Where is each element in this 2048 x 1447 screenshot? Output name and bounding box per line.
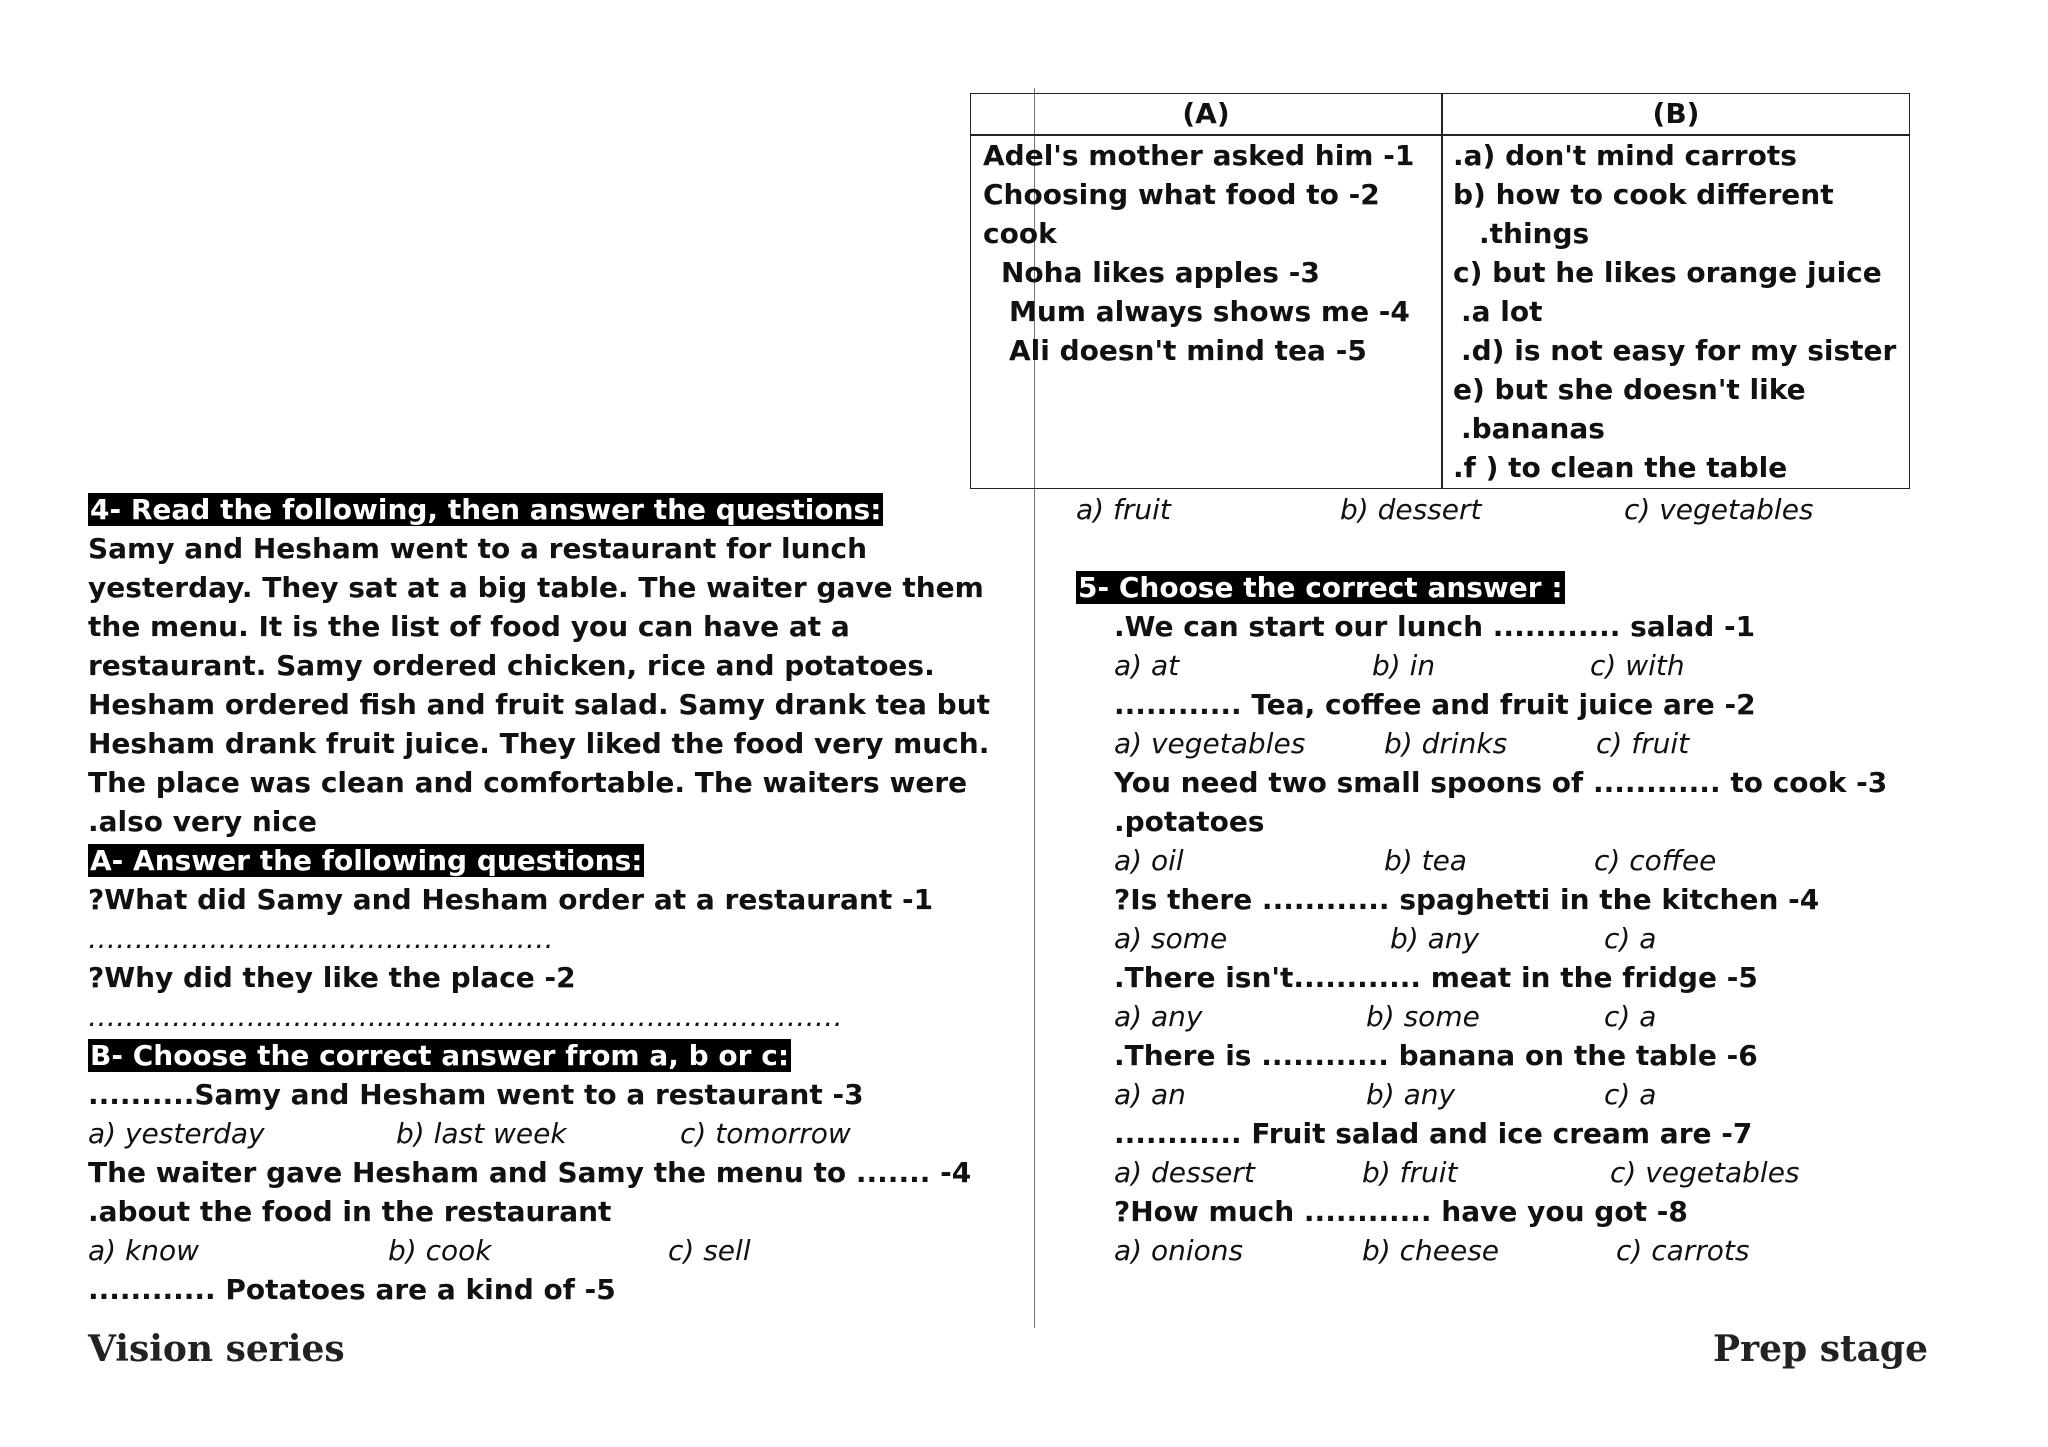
- footer-stage: Prep stage: [1713, 1328, 1928, 1370]
- answer-dots-1: …………………..………………………: [88, 922, 554, 955]
- column-a-header: (A): [1182, 97, 1230, 130]
- question-b5: ............ Potatoes are a kind of -5: [88, 1273, 616, 1306]
- col-b-item-d: .d) is not easy for my sister: [1461, 334, 1897, 367]
- question-b3: ..........Samy and Hesham went to a restaurant -3: [88, 1078, 864, 1111]
- section5-title: 5- Choose the correct answer :: [1078, 571, 1563, 604]
- question-a1: ?What did Samy and Hesham order at a restaurant -1: [88, 883, 934, 916]
- s5-q8-option-a: a) onions: [1114, 1234, 1244, 1267]
- column-rule: [1441, 94, 1443, 488]
- s5-question-4: ?Is there ............ spaghetti in the kitchen -4: [1114, 883, 1820, 916]
- q4-option-a: a) know: [88, 1234, 199, 1267]
- s5-question-3: You need two small spoons of ............ to cook -3: [1114, 766, 1888, 799]
- col-b-item-e: e) but she doesn't like: [1453, 373, 1806, 406]
- footer-series: Vision series: [88, 1328, 345, 1370]
- s5-q1-option-a: a) at: [1114, 649, 1180, 682]
- passage-line-4: restaurant. Samy ordered chicken, rice and potatoes.: [88, 649, 935, 682]
- passage-line-1: Samy and Hesham went to a restaurant for lunch: [88, 532, 868, 565]
- s5-q6-option-b: b) any: [1366, 1078, 1456, 1111]
- q3-option-c: c) tomorrow: [680, 1117, 851, 1150]
- answer-dots-2: …………………………...…………………………………………: [88, 1000, 843, 1033]
- passage-line-8: .also very nice: [88, 805, 317, 838]
- s5-q3-option-c: c) coffee: [1594, 844, 1717, 877]
- q3-option-b: b) last week: [396, 1117, 567, 1150]
- matching-table: [970, 93, 1910, 489]
- question-b4: The waiter gave Hesham and Samy the menu to ....... -4: [88, 1156, 972, 1189]
- q3-option-a: a) yesterday: [88, 1117, 265, 1150]
- col-a-item-1: Adel's mother asked him -1: [983, 139, 1415, 172]
- s5-question-7: ............ Fruit salad and ice cream are -7: [1114, 1117, 1753, 1150]
- passage-line-5: Hesham ordered fish and fruit salad. Samy drank tea but: [88, 688, 991, 721]
- s5-q3-option-b: b) tea: [1384, 844, 1467, 877]
- s5-q2-option-b: b) drinks: [1384, 727, 1508, 760]
- s5-q4-option-b: b) any: [1390, 922, 1480, 955]
- s5-q8-option-b: b) cheese: [1362, 1234, 1500, 1267]
- s5-q5-option-a: a) any: [1114, 1000, 1203, 1033]
- col-a-item-5: Ali doesn't mind tea -5: [1009, 334, 1367, 367]
- col-b-item-c-cont: .a lot: [1461, 295, 1543, 328]
- s5-q4-option-c: c) a: [1604, 922, 1657, 955]
- col-a-item-4: Mum always shows me -4: [1009, 295, 1410, 328]
- q5-option-a: a) fruit: [1076, 493, 1171, 526]
- col-b-item-b-cont: .things: [1479, 217, 1590, 250]
- s5-question-5: .There isn't............ meat in the fridge -5: [1114, 961, 1758, 994]
- col-b-item-f: .f ) to clean the table: [1453, 451, 1788, 484]
- col-b-item-e-cont: .bananas: [1461, 412, 1605, 445]
- passage-line-3: the menu. It is the list of food you can have at a: [88, 610, 850, 643]
- s5-q5-option-c: c) a: [1604, 1000, 1657, 1033]
- s5-q5-option-b: b) some: [1366, 1000, 1480, 1033]
- col-a-item-3: Noha likes apples -3: [1001, 256, 1320, 289]
- part-b-title: B- Choose the correct answer from a, b or c:: [90, 1039, 790, 1072]
- passage-line-7: The place was clean and comfortable. The waiters were: [88, 766, 968, 799]
- q5-option-b: b) dessert: [1340, 493, 1482, 526]
- passage-line-6: Hesham drank fruit juice. They liked the food very much.: [88, 727, 990, 760]
- q5-option-c: c) vegetables: [1624, 493, 1814, 526]
- part-a-title: A- Answer the following questions:: [90, 844, 643, 877]
- q4-option-c: c) sell: [668, 1234, 751, 1267]
- s5-q8-option-c: c) carrots: [1616, 1234, 1750, 1267]
- s5-q3-option-a: a) oil: [1114, 844, 1184, 877]
- s5-question-2: ............ Tea, coffee and fruit juice are -2: [1114, 688, 1756, 721]
- col-b-item-a: .a) don't mind carrots: [1453, 139, 1797, 172]
- s5-q1-option-b: b) in: [1372, 649, 1436, 682]
- s5-q7-option-a: a) dessert: [1114, 1156, 1255, 1189]
- s5-question-1: .We can start our lunch ............ salad -1: [1114, 610, 1756, 643]
- s5-q2-option-a: a) vegetables: [1114, 727, 1306, 760]
- col-a-item-2-cont: cook: [983, 217, 1057, 250]
- s5-question-6: .There is ............ banana on the table -6: [1114, 1039, 1758, 1072]
- s5-question-3-cont: .potatoes: [1114, 805, 1265, 838]
- s5-q6-option-a: a) an: [1114, 1078, 1186, 1111]
- col-b-item-b: b) how to cook different: [1453, 178, 1834, 211]
- q4-option-b: b) cook: [388, 1234, 492, 1267]
- s5-q2-option-c: c) fruit: [1596, 727, 1690, 760]
- col-b-item-c: c) but he likes orange juice: [1453, 256, 1882, 289]
- column-b-header: (B): [1652, 97, 1700, 130]
- s5-q6-option-c: c) a: [1604, 1078, 1657, 1111]
- s5-q7-option-b: b) fruit: [1362, 1156, 1458, 1189]
- s5-q4-option-a: a) some: [1114, 922, 1228, 955]
- passage-line-2: yesterday. They sat at a big table. The waiter gave them: [88, 571, 984, 604]
- s5-q7-option-c: c) vegetables: [1610, 1156, 1800, 1189]
- s5-q1-option-c: c) with: [1590, 649, 1685, 682]
- section4-title: 4- Read the following, then answer the questions:: [90, 493, 882, 526]
- s5-question-8: ?How much ............ have you got -8: [1114, 1195, 1688, 1228]
- question-b4-cont: .about the food in the restaurant: [88, 1195, 612, 1228]
- col-a-item-2: Choosing what food to -2: [983, 178, 1380, 211]
- question-a2: ?Why did they like the place -2: [88, 961, 576, 994]
